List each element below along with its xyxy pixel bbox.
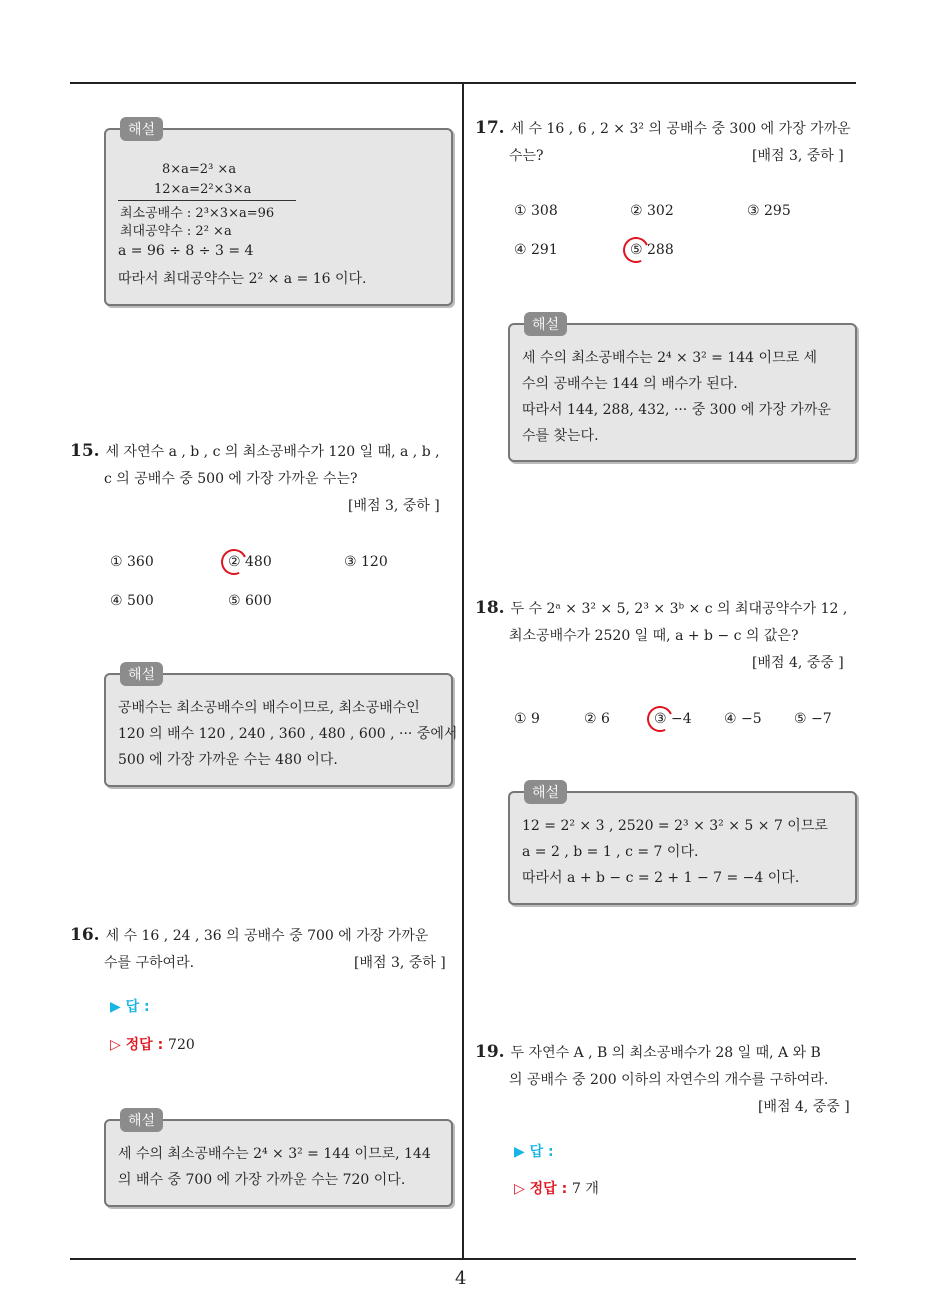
q18-solution-box — [508, 785, 857, 905]
solution-line: 따라서 a + b − c = 2 + 1 − 7 = −4 이다. — [522, 870, 800, 886]
correct-label: ▷ 정답 : — [110, 1037, 164, 1053]
answer-mark — [217, 545, 250, 578]
choice-2[interactable]: ② 6 — [584, 711, 610, 727]
question-text: 수를 구하여라. — [104, 955, 195, 971]
question-text: c 의 공배수 중 500 에 가장 가까운 수는? — [104, 471, 358, 487]
solution-tag: 해설 — [524, 312, 567, 336]
choice-2[interactable]: ② 480 — [228, 554, 272, 570]
page-number: 4 — [455, 1268, 467, 1289]
solution-line: 12×a=2²×3×a — [154, 182, 252, 197]
solution-tag: 해설 — [524, 780, 567, 804]
solution-line: 수를 찾는다. — [522, 428, 599, 444]
solution-line: 세 수의 최소공배수는 2⁴ × 3² = 144 이므로, 144 — [118, 1146, 431, 1162]
solution-line: 12 = 2² × 3 , 2520 = 2³ × 3² × 5 × 7 이므로 — [522, 818, 828, 834]
q17-solution-box — [508, 317, 857, 462]
answer-label: ▶ 답 : — [110, 999, 150, 1015]
solution-line: 최대공약수 : 2² ×a — [120, 224, 232, 239]
choice-3[interactable]: ③ 295 — [747, 203, 791, 219]
choice-3[interactable]: ③ 120 — [344, 554, 388, 570]
question-text: 두 자연수 A , B 의 최소공배수가 28 일 때, A 와 B — [510, 1045, 821, 1061]
choice-5[interactable]: ⑤ −7 — [794, 711, 832, 727]
choice-5[interactable]: ⑤ 288 — [630, 242, 674, 258]
solution-line: 의 배수 중 700 에 가장 가까운 수는 720 이다. — [118, 1172, 406, 1188]
choice-1[interactable]: ① 9 — [514, 711, 540, 727]
solution-line: 최소공배수 : 2³×3×a=96 — [120, 206, 275, 221]
question-number: 18. — [475, 598, 505, 618]
solution-line: 따라서 144, 288, 432, ··· 중 300 에 가장 가까운 — [522, 402, 831, 418]
question-number: 16. — [70, 925, 100, 945]
question-number: 17. — [475, 118, 505, 138]
solution-tag: 해설 — [120, 1108, 163, 1132]
score-meta: [배점 3, 중하 ] — [752, 148, 844, 164]
choice-1[interactable]: ① 360 — [110, 554, 154, 570]
question-text: 의 공배수 중 200 이하의 자연수의 개수를 구하여라. — [509, 1072, 829, 1088]
score-meta: [배점 4, 중중 ] — [758, 1099, 850, 1115]
choice-4[interactable]: ④ 291 — [514, 242, 558, 258]
answer-input[interactable] — [584, 1139, 744, 1159]
question-text: 세 수 16 , 24 , 36 의 공배수 중 700 에 가장 가까운 — [105, 928, 429, 944]
solution-line: 따라서 최대공약수는 2² × a = 16 이다. — [118, 271, 367, 287]
solution-line: a = 96 ÷ 8 ÷ 3 = 4 — [118, 243, 254, 259]
solution-line: 세 수의 최소공배수는 2⁴ × 3² = 144 이므로 세 — [522, 350, 818, 366]
correct-label: ▷ 정답 : — [514, 1181, 568, 1197]
answer-mark — [643, 702, 676, 735]
question-number: 19. — [475, 1042, 505, 1062]
answer-mark — [619, 233, 652, 266]
question-text: 두 수 2ᵃ × 3² × 5, 2³ × 3ᵇ × c 의 최대공약수가 12 , — [510, 601, 848, 617]
solution-tag: 해설 — [120, 117, 163, 141]
solution-line: 공배수는 최소공배수의 배수이므로, 최소공배수인 — [118, 700, 420, 716]
choice-4[interactable]: ④ −5 — [724, 711, 762, 727]
question-text: 세 수 16 , 6 , 2 × 3² 의 공배수 중 300 에 가장 가까운 — [510, 121, 851, 137]
score-meta: [배점 4, 중중 ] — [752, 655, 844, 671]
score-meta: [배점 3, 중하 ] — [348, 498, 440, 514]
choice-2[interactable]: ② 302 — [630, 203, 674, 219]
choice-3[interactable]: ③ −4 — [654, 711, 692, 727]
question-text: 수는? — [509, 148, 544, 164]
question-text: 최소공배수가 2520 일 때, a + b − c 의 값은? — [509, 628, 799, 644]
solution-line: 500 에 가장 가까운 수는 480 이다. — [118, 752, 338, 768]
question-number: 15. — [70, 441, 100, 461]
column-divider — [462, 82, 464, 1260]
q14-solution-box — [104, 122, 453, 306]
solution-tag: 해설 — [120, 662, 163, 686]
choice-4[interactable]: ④ 500 — [110, 593, 154, 609]
q16-solution-box — [104, 1113, 453, 1207]
answer-input[interactable] — [180, 994, 340, 1014]
solution-line: 8×a=2³ ×a — [162, 162, 237, 177]
choice-5[interactable]: ⑤ 600 — [228, 593, 272, 609]
score-meta: [배점 3, 중하 ] — [354, 955, 446, 971]
correct-value: 720 — [168, 1037, 195, 1053]
question-text: 세 자연수 a , b , c 의 최소공배수가 120 일 때, a , b , — [105, 444, 440, 460]
solution-line: 120 의 배수 120 , 240 , 360 , 480 , 600 , ··· 중에서 — [118, 726, 458, 742]
correct-value: 7 개 — [572, 1181, 599, 1197]
answer-label: ▶ 답 : — [514, 1144, 554, 1160]
bottom-rule — [70, 1258, 856, 1260]
division-rule — [118, 200, 296, 201]
solution-line: a = 2 , b = 1 , c = 7 이다. — [522, 844, 699, 860]
choice-1[interactable]: ① 308 — [514, 203, 558, 219]
q15-solution-box — [104, 667, 458, 787]
solution-line: 수의 공배수는 144 의 배수가 된다. — [522, 376, 738, 392]
